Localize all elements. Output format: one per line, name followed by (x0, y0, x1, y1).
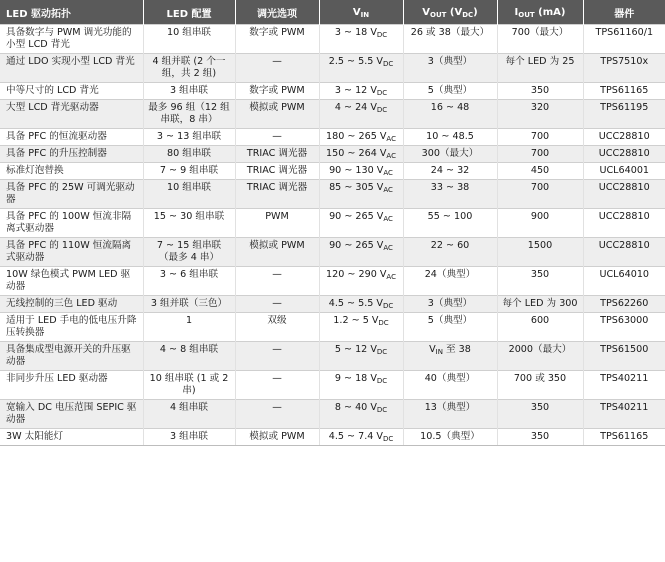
cell-vin (319, 83, 403, 100)
cell-vin (319, 180, 403, 209)
table-row (0, 371, 665, 400)
header-vout-main: V (422, 6, 430, 18)
vin-value: 90 ~ 265 V (329, 211, 384, 222)
cell-iout: 700 (497, 129, 583, 146)
vin-value: 120 ~ 290 V (326, 269, 387, 280)
cell-topology: 具备 PFC 的 110W 恒流隔离式驱动器 (0, 238, 143, 267)
cell-iout: 2000（最大） (497, 342, 583, 371)
header-vout-paren-open: (V (446, 6, 463, 18)
table-row (0, 54, 665, 83)
cell-vout: 10 ~ 48.5 (403, 129, 497, 146)
vin-unit: DC (382, 302, 394, 310)
cell-config: 3 组并联（三色） (143, 296, 235, 313)
table-row (0, 25, 665, 54)
cell-vin (319, 313, 403, 342)
vin-value: 180 ~ 265 V (326, 131, 387, 142)
cell-vin (319, 163, 403, 180)
cell-iout: 每个 LED 为 300 (497, 296, 583, 313)
vin-unit: DC (376, 106, 388, 114)
cell-vin (319, 238, 403, 267)
vin-value: 90 ~ 265 V (329, 240, 384, 251)
cell-dimming: — (235, 371, 319, 400)
cell-topology: 10W 绿色模式 PWM LED 驱动器 (0, 267, 143, 296)
table-row (0, 100, 665, 129)
cell-topology: 通过 LDO 实现小型 LCD 背光 (0, 54, 143, 83)
cell-vout: 40（典型） (403, 371, 497, 400)
cell-vin (319, 400, 403, 429)
cell-iout: 700（最大） (497, 25, 583, 54)
cell-vin (319, 296, 403, 313)
cell-topology: 适用于 LED 手电的低电压升降压转换器 (0, 313, 143, 342)
cell-vin (319, 209, 403, 238)
table-row (0, 180, 665, 209)
vin-value: 90 ~ 130 V (329, 165, 384, 176)
cell-iout: 350 (497, 83, 583, 100)
vin-value: 4 ~ 24 V (334, 102, 377, 113)
header-vin (319, 0, 403, 25)
cell-topology: 具备集成型电源开关的升压驱动器 (0, 342, 143, 371)
cell-device: TPS61500 (583, 342, 665, 371)
cell-device: TPS61165 (583, 429, 665, 446)
cell-iout: 1500 (497, 238, 583, 267)
table-row (0, 163, 665, 180)
header-iout-tail: (mA) (534, 6, 566, 18)
table-row (0, 209, 665, 238)
cell-vout: 22 ~ 60 (403, 238, 497, 267)
vin-value: 4.5 ~ 5.5 V (328, 298, 383, 309)
cell-vin (319, 371, 403, 400)
vin-unit: DC (376, 348, 388, 356)
header-vin-sub: IN (360, 10, 370, 19)
table-row (0, 146, 665, 163)
vin-value: 150 ~ 264 V (326, 148, 387, 159)
header-config: LED 配置 (143, 0, 235, 25)
cell-iout: 700 或 350 (497, 371, 583, 400)
cell-vout: 16 ~ 48 (403, 100, 497, 129)
cell-dimming: 数字或 PWM (235, 25, 319, 54)
table-row (0, 429, 665, 446)
cell-iout: 450 (497, 163, 583, 180)
vin-value: 3 ~ 12 V (334, 85, 377, 96)
cell-vout: 3（典型） (403, 296, 497, 313)
cell-device: TPS62260 (583, 296, 665, 313)
table-row (0, 313, 665, 342)
header-iout (497, 0, 583, 25)
cell-topology: 具备 PFC 的 100W 恒流非隔离式驱动器 (0, 209, 143, 238)
cell-topology: 3W 太阳能灯 (0, 429, 143, 446)
vout-main: V (429, 344, 436, 355)
header-vout-paren-close: ) (473, 6, 478, 18)
cell-vin (319, 146, 403, 163)
cell-vout: 5（典型） (403, 83, 497, 100)
cell-device: UCC28810 (583, 238, 665, 267)
vin-unit: DC (382, 435, 394, 443)
cell-device: TPS61160/1 (583, 25, 665, 54)
cell-config: 10 组串联 (143, 180, 235, 209)
cell-dimming: 模拟或 PWM (235, 429, 319, 446)
vin-unit: DC (376, 31, 388, 39)
vin-value: 5 ~ 12 V (334, 344, 377, 355)
vin-unit: DC (376, 89, 388, 97)
cell-topology: 宽输入 DC 电压范围 SEPIC 驱动器 (0, 400, 143, 429)
vin-value: 3 ~ 18 V (334, 27, 377, 38)
cell-config: 3 组串联 (143, 83, 235, 100)
vin-unit: AC (383, 186, 393, 194)
cell-vin (319, 54, 403, 83)
cell-dimming: — (235, 342, 319, 371)
cell-device: TPS61195 (583, 100, 665, 129)
cell-vin (319, 342, 403, 371)
cell-vout: 24 ~ 32 (403, 163, 497, 180)
cell-topology: 具备 PFC 的升压控制器 (0, 146, 143, 163)
vin-unit: DC (382, 60, 394, 68)
cell-dimming: — (235, 129, 319, 146)
cell-vout: 10.5（典型） (403, 429, 497, 446)
cell-vin (319, 100, 403, 129)
vin-value: 9 ~ 18 V (334, 373, 377, 384)
cell-dimming: TRIAC 调光器 (235, 180, 319, 209)
cell-device: UCC28810 (583, 209, 665, 238)
vin-unit: AC (386, 273, 396, 281)
cell-dimming: — (235, 296, 319, 313)
vin-unit: AC (386, 152, 396, 160)
cell-dimming: 模拟或 PWM (235, 238, 319, 267)
cell-config: 7 ~ 15 组串联（最多 4 串） (143, 238, 235, 267)
vout-sub: IN (435, 348, 443, 356)
vin-value: 1.2 ~ 5 V (333, 315, 379, 326)
cell-device: TPS61165 (583, 83, 665, 100)
cell-iout: 700 (497, 180, 583, 209)
cell-topology: 中等尺寸的 LCD 背光 (0, 83, 143, 100)
cell-config: 80 组串联 (143, 146, 235, 163)
vin-value: 85 ~ 305 V (329, 182, 384, 193)
cell-dimming: TRIAC 调光器 (235, 146, 319, 163)
cell-config: 10 组串联 (1 或 2 串) (143, 371, 235, 400)
cell-config: 4 组串联 (143, 400, 235, 429)
cell-dimming: 双级 (235, 313, 319, 342)
vout-tail: 至 38 (442, 344, 471, 355)
cell-config: 最多 96 组（12 组串联，8 串） (143, 100, 235, 129)
cell-iout: 600 (497, 313, 583, 342)
cell-vin (319, 25, 403, 54)
cell-config: 1 (143, 313, 235, 342)
cell-config: 3 ~ 6 组串联 (143, 267, 235, 296)
cell-dimming: — (235, 400, 319, 429)
cell-device: UCC28810 (583, 146, 665, 163)
cell-vout: 300（最大） (403, 146, 497, 163)
cell-vin (319, 429, 403, 446)
vin-unit: AC (383, 215, 393, 223)
cell-device: TPS40211 (583, 400, 665, 429)
cell-iout: 900 (497, 209, 583, 238)
cell-dimming: — (235, 267, 319, 296)
cell-vout: 24（典型） (403, 267, 497, 296)
cell-dimming: 模拟或 PWM (235, 100, 319, 129)
cell-iout: 每个 LED 为 25 (497, 54, 583, 83)
cell-config: 7 ~ 9 组串联 (143, 163, 235, 180)
cell-device: UCC28810 (583, 129, 665, 146)
cell-iout: 350 (497, 267, 583, 296)
cell-device: UCL64010 (583, 267, 665, 296)
vin-value: 2.5 ~ 5.5 V (328, 56, 383, 67)
cell-vout: 5（典型） (403, 313, 497, 342)
vin-unit: DC (376, 406, 388, 414)
cell-config: 3 组串联 (143, 429, 235, 446)
cell-topology: 具备 PFC 的 25W 可调光驱动器 (0, 180, 143, 209)
header-dimming: 调光选项 (235, 0, 319, 25)
cell-iout: 700 (497, 146, 583, 163)
cell-device: TPS63000 (583, 313, 665, 342)
vin-unit: DC (378, 319, 389, 327)
header-device: 器件 (583, 0, 665, 25)
cell-vout: 33 ~ 38 (403, 180, 497, 209)
header-topology: LED 驱动拓扑 (0, 0, 143, 25)
table-row (0, 83, 665, 100)
table-row (0, 129, 665, 146)
header-vout-sub: OUT (430, 10, 447, 19)
cell-vin (319, 129, 403, 146)
cell-device: TPS40211 (583, 371, 665, 400)
cell-dimming: TRIAC 调光器 (235, 163, 319, 180)
header-row (0, 0, 665, 25)
cell-topology: 无线控制的三色 LED 驱动 (0, 296, 143, 313)
vin-unit: AC (383, 169, 393, 177)
cell-config: 15 ~ 30 组串联 (143, 209, 235, 238)
cell-config: 10 组串联 (143, 25, 235, 54)
cell-iout: 350 (497, 429, 583, 446)
vin-value: 4.5 ~ 7.4 V (328, 431, 383, 442)
cell-vout: 3（典型） (403, 54, 497, 83)
cell-topology: 标准灯泡替换 (0, 163, 143, 180)
header-vout-paren-sub: DC (462, 10, 474, 19)
cell-topology: 具备数字与 PWM 调光功能的小型 LCD 背光 (0, 25, 143, 54)
cell-dimming: 数字或 PWM (235, 83, 319, 100)
cell-device: UCL64001 (583, 163, 665, 180)
cell-dimming: — (235, 54, 319, 83)
cell-topology: 大型 LCD 背光驱动器 (0, 100, 143, 129)
cell-config: 4 组并联 (2 个一组，共 2 组) (143, 54, 235, 83)
cell-vout (403, 342, 497, 371)
header-vin-main: V (352, 6, 361, 18)
cell-vin (319, 267, 403, 296)
cell-vout: 26 或 38（最大） (403, 25, 497, 54)
cell-topology: 具备 PFC 的恒流驱动器 (0, 129, 143, 146)
cell-config: 3 ~ 13 组串联 (143, 129, 235, 146)
header-vout (403, 0, 497, 25)
cell-device: UCC28810 (583, 180, 665, 209)
cell-config: 4 ~ 8 组串联 (143, 342, 235, 371)
table-row (0, 238, 665, 267)
vin-value: 8 ~ 40 V (334, 402, 377, 413)
vin-unit: AC (386, 135, 396, 143)
cell-iout: 350 (497, 400, 583, 429)
vin-unit: DC (376, 377, 388, 385)
table-row (0, 267, 665, 296)
cell-dimming: PWM (235, 209, 319, 238)
table-row (0, 296, 665, 313)
cell-topology: 非同步升压 LED 驱动器 (0, 371, 143, 400)
table-row (0, 342, 665, 371)
table-row (0, 400, 665, 429)
vin-unit: AC (383, 244, 393, 252)
cell-vout: 13（典型） (403, 400, 497, 429)
header-iout-main: I (514, 6, 519, 18)
cell-vout: 55 ~ 100 (403, 209, 497, 238)
header-iout-sub: OUT (518, 10, 535, 19)
cell-iout: 320 (497, 100, 583, 129)
cell-device: TPS7510x (583, 54, 665, 83)
